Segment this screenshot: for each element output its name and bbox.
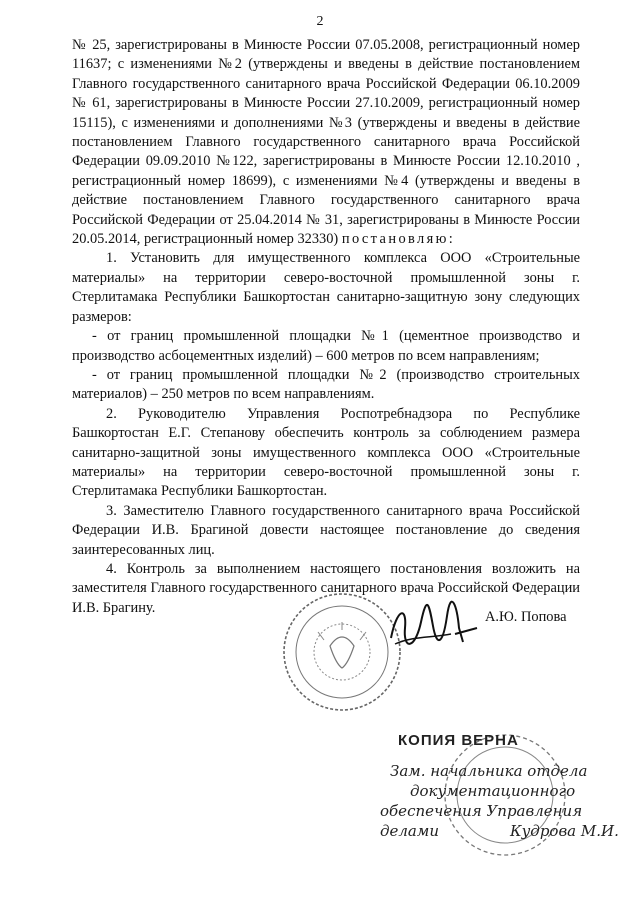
item-1-subitem-1: - от границ промышленной площадки №1 (цементное производство и производство асбоцементных изделий) – 600 метров по всем направлениям; [72, 328, 580, 364]
signer-name: А.Ю. Попова [485, 609, 567, 625]
item-1-subitem-2: - от границ промышленной площадки №2 (производство строительных материалов) – 250 метров по всем направлениям. [72, 366, 580, 403]
stamp-title: КОПИЯ ВЕРНА [398, 732, 519, 749]
item-4: 4. Контроль за выполнением настоящего постановления возложить на заместителя Главного государственного санитарного врача Российской Федерации И.В. Брагину. [72, 560, 580, 616]
stamp-line-2: документационного [410, 782, 576, 800]
stamp-line-1: Зам. начальника отдела [390, 762, 588, 780]
copy-certified-stamp [370, 722, 630, 872]
stamp-line-4: делами [380, 822, 439, 840]
page-number: 2 [316, 14, 324, 29]
item-3: 3. Заместителю Главного государственного санитарного врача Российской Федерации И.В. Брагиной довести настоящее постановление до сведения заинтересованных лиц. [72, 502, 580, 558]
intro-text: № 25, зарегистрированы в Минюсте России 07.05.2008, регистрационный номер 11637; с изменениями №2 (утверждены и введены в действие постановлением Главного государственного санитарного врача Российской Федерации 06.10.2009 № 61, зарегистрированы в Минюсте России 27.10.2009, регистрационный номер 15115), с изменениями и дополнениями №3 (утверждены и введены в действие постановлением Главного государственного санитарного врача Российской Федерации 09.09.2010 №122, зарегистрированы в Минюсте России 12.10.2010 , регистрационный номер 18699), с изменениями №4 (утверждены и введены в действие постановлением Главного государственного санитарного врача Российской Федерации от 25.04.2014 № 31, зарегистрированы в Минюсте России 20.05.2014, регистрационный номер 32330) [72, 37, 580, 248]
intro-paragraph [72, 36, 580, 249]
signature-icon [385, 598, 480, 658]
stamp-line-3: обеспечения Управления [380, 802, 583, 820]
item-1: 1. Установить для имущественного комплекса ООО «Строительные материалы» на территории северо-восточной промышленной зоны г. Стерлитамака Республики Башкортостан санитарно-защитную зону следующих размеров: [72, 250, 580, 325]
item-2: 2. Руководителю Управления Роспотребнадзора по Республике Башкортостан Е.Г. Степанову обеспечить контроль за соблюдением размера санитарно-защитной зоны имущественного комплекса ООО «Строительные материалы» на территории северо-восточной промышленной зоны г. Стерлитамака Республики Башкортостан. [72, 405, 580, 500]
document-body [72, 36, 580, 618]
decree-word: постановляю: [341, 231, 456, 248]
stamp-line-5: Кудрова М.И. [510, 822, 619, 840]
signature-block [280, 590, 620, 720]
